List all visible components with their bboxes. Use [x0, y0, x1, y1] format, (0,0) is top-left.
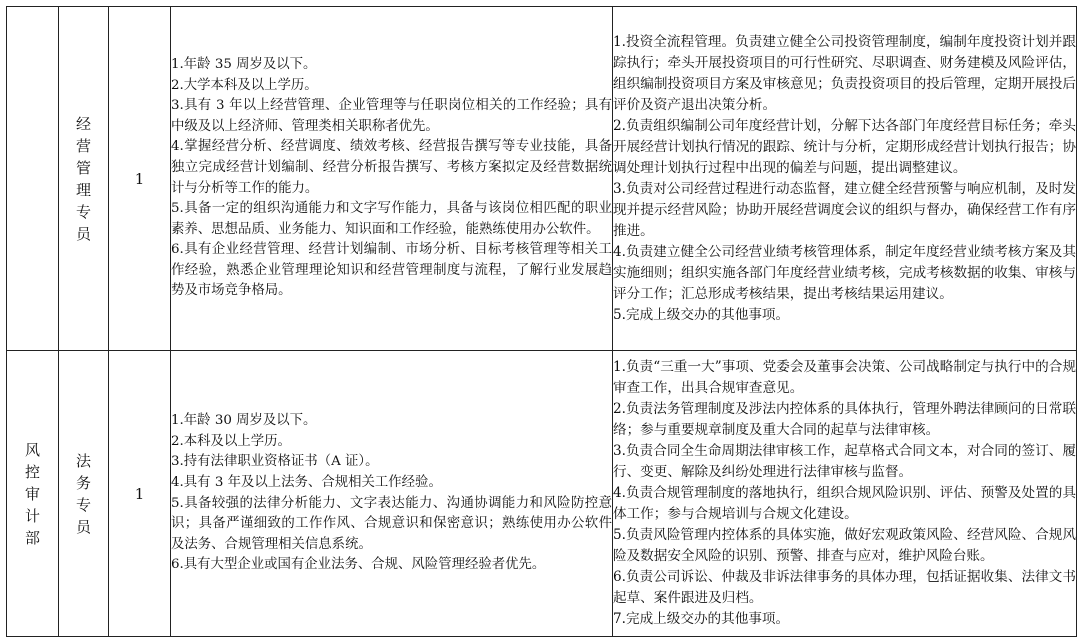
- requirements-cell: [171, 351, 613, 637]
- duty-item: 4.负责建立健全公司经营业绩考核管理体系，制定年度经营业绩考核方案及其实施细则；组织实施各部门年度经营业绩考核，完成考核数据的收集、审核与评分工作；汇总形成考核结果，提出考核结果运用建议。: [613, 243, 1076, 302]
- duty-item: 5.负责风险管理内控体系的具体实施，做好宏观政策风险、经营风险、合规风险及数据安全风险的识别、预警、排查与应对，维护风险台账。: [613, 527, 1076, 564]
- requirement-item: 5.具备较强的法律分析能力、文字表达能力、沟通协调能力和风险防控意识；具备严谨细致的工作作风、合规意识和保密意识；熟练使用办公软件及法务、合规管理相关信息系统。: [171, 495, 612, 552]
- duty-item: 3.负责合同全生命周期法律审核工作，起草格式合同文本，对合同的签订、履行、变更、解除及纠纷处理进行法律审核与监督。: [613, 443, 1076, 480]
- requirement-item: 6.具有大型企业或国有企业法务、合规、风险管理经验者优先。: [171, 557, 546, 573]
- table-row: [7, 351, 1077, 637]
- duty-item: 2.负责组织编制公司年度经营计划，分解下达各部门年度经营目标任务；牵头开展经营计划执行情况的跟踪、统计与分析，定期形成经营计划执行报告；协调处理计划执行过程中出现的偏差与问题，提出调整建议。: [613, 117, 1076, 176]
- duty-item: 4.负责合规管理制度的落地执行，组织合规风险识别、评估、预警及处置的具体工作；参与合规培训与合规文化建设。: [613, 485, 1076, 522]
- duty-item: 2.负责法务管理制度及涉法内控体系的具体执行，管理外聘法律顾问的日常联络；参与重要规章制度及重大合同的起草与法律审核。: [613, 401, 1076, 438]
- position-cell: 经营管理专员: [59, 7, 109, 351]
- requirement-item: 3.持有法律职业资格证书（A 证）。: [171, 454, 379, 470]
- duty-item: 1.负责“三重一大”事项、党委会及董事会决策、公司战略制定与执行中的合规审查工作，出具合规审查意见。: [613, 359, 1076, 396]
- requirement-item: 5.具备一定的组织沟通能力和文字写作能力，具备与该岗位相匹配的职业素养、思想品质、业务能力、知识面和工作经验，能熟练使用办公软件。: [171, 201, 612, 237]
- requirement-item: 4.具有 3 年及以上法务、合规相关工作经验。: [171, 474, 442, 490]
- duties-cell: [613, 7, 1077, 351]
- duty-item: 7.完成上级交办的其他事项。: [613, 611, 790, 627]
- requirements-cell: [171, 7, 613, 351]
- requirement-item: 1.年龄 30 周岁及以下。: [171, 413, 317, 429]
- duty-item: 1.投资全流程管理。负责建立健全公司投资管理制度，编制年度投资计划并跟踪执行；牵头开展投资项目的可行性研究、尽职调查、财务建模及风险评估，组织编制投资项目方案及审核意见；负责投资项目的投后管理，定期开展投后评价及资产退出决策分析。: [613, 33, 1076, 113]
- duty-item: 6.负责公司诉讼、仲裁及非诉法律事务的具体办理，包括证据收集、法律文书起草、案件跟进及归档。: [613, 569, 1076, 606]
- job-requirements-table: [6, 6, 1077, 637]
- requirement-item: 4.掌握经营分析、经营调度、绩效考核、经营报告撰写等专业技能，具备独立完成经营计划编制、经营分析报告撰写、考核方案拟定及经营数据统计与分析等工作的能力。: [171, 139, 612, 196]
- position-cell: 法务专员: [59, 351, 109, 637]
- requirement-item: 1.年龄 35 周岁及以下。: [171, 56, 317, 72]
- headcount-cell: 1: [109, 351, 171, 637]
- duties-cell: [613, 351, 1077, 637]
- requirement-item: 3.具有 3 年以上经营管理、企业管理等与任职岗位相关的工作经验；具有中级及以上经济师、管理类相关职称者优先。: [171, 98, 612, 134]
- requirement-item: 2.大学本科及以上学历。: [171, 77, 318, 93]
- headcount-cell: 1: [109, 7, 171, 351]
- duty-item: 5.完成上级交办的其他事项。: [613, 306, 790, 323]
- requirement-item: 6.具有企业经营管理、经营计划编制、市场分析、目标考核管理等相关工作经验，熟悉企业管理理论知识和经营管理制度与流程，了解行业发展趋势及市场竞争格局。: [171, 242, 612, 299]
- department-cell: 风控审计部: [7, 351, 59, 637]
- table-row: [7, 7, 1077, 351]
- requirement-item: 2.本科及以上学历。: [171, 433, 291, 449]
- department-cell: [7, 7, 59, 351]
- duty-item: 3.负责对公司经营过程进行动态监督，建立健全经营预警与响应机制，及时发现并提示经营风险；协助开展经营调度会议的组织与督办，确保经营工作有序推进。: [613, 180, 1076, 239]
